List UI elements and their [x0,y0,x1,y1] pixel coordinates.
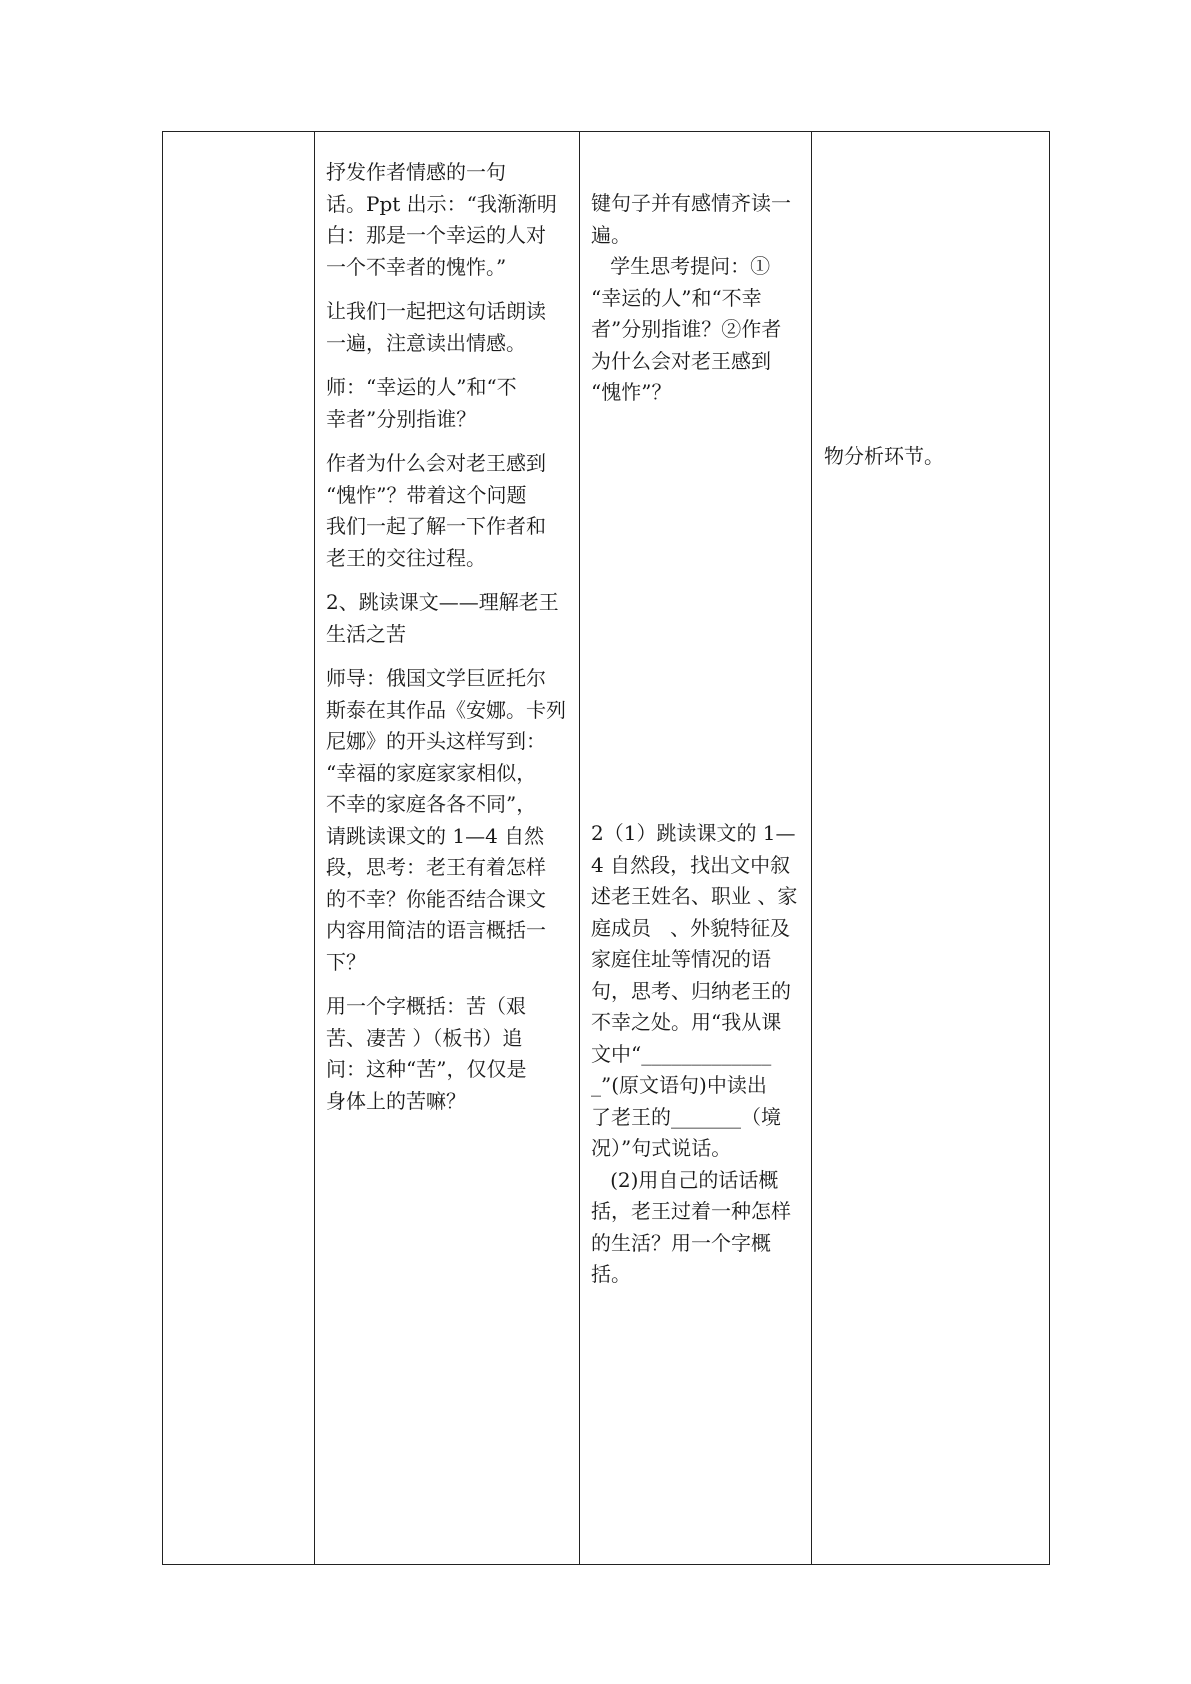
teacher-text-line: 尼娜》的开头这样写到： [326,729,546,753]
teacher-text-line: 一个不幸者的愧怍。” [326,254,507,279]
student-text-line: 4 自然段，找出文中叙 [591,852,791,877]
teacher-text-line: 苦、凄苦 ）（板书）追 [326,1025,523,1050]
student-text-line: _”(原文语句)中读出 [591,1073,767,1097]
teacher-text-line: 问：这种“苦”，仅仅是 [326,1057,527,1081]
column-divider-2 [579,132,580,1564]
teacher-text-line: 一遍，注意读出情感。 [326,330,526,355]
design-intent-text: 物分析环节。 [824,444,944,468]
student-text-line: 句，思考、归纳老王的 [591,978,791,1003]
teacher-text-line: 内容用简洁的语言概括一 [326,918,546,942]
teacher-text-line: 下？ [326,949,366,974]
teacher-text-line: 老王的交往过程。 [326,545,486,570]
student-text-line: 者”分别指谁？②作者 [591,317,782,341]
student-text-line: 述老王姓名、职业 、家 [591,884,798,908]
student-text-line: 学生思考提问：① [591,254,771,278]
teacher-text-line: 师导：俄国文学巨匠托尔 [326,666,546,690]
student-text-line: 括，老王过着一种怎样 [591,1199,791,1223]
teacher-activity-column [326,157,566,1117]
teacher-text-line: 让我们一起把这句话朗读 [326,299,546,323]
student-activity-top [591,188,791,409]
teacher-text-line: 的不幸？你能否结合课文 [326,886,546,911]
student-text-line: 2（1）跳读课文的 1— [591,821,796,845]
student-text-line: 庭成员 、外貌特征及 [591,915,791,940]
teacher-text-line: 幸者”分别指谁？ [326,406,477,431]
student-text-line: “幸运的人”和“不幸 [591,285,762,310]
student-text-line: 括。 [591,1262,631,1286]
student-text-line: 了老王的_______（境 [591,1104,781,1129]
teacher-text-line: 2、跳读课文——理解老王 [326,590,559,614]
teacher-text-line: 生活之苦 [326,621,406,646]
teacher-text-line: 不幸的家庭各各不同”， [326,792,537,816]
teacher-text-line: “愧怍”？带着这个问题 [326,482,527,507]
teacher-text-line: 作者为什么会对老王感到 [326,451,546,475]
teacher-text-line: 我们一起了解一下作者和 [326,514,546,538]
paragraph-gap [326,359,566,372]
student-text-line: 不幸之处。用“我从课 [591,1010,782,1034]
paragraph-gap [326,650,566,663]
teacher-text-line: 斯泰在其作品《安娜。卡列 [326,697,566,722]
paragraph-gap [326,435,566,448]
student-text-line: “愧怍”？ [591,380,672,404]
teacher-text-line: 段，思考：老王有着怎样 [326,855,546,879]
teacher-text-line: 用一个字概括：苦（艰 [326,994,526,1018]
column-divider-1 [314,132,315,1564]
student-text-line: 家庭住址等情况的语 [591,947,771,971]
teacher-text-line: 抒发作者情感的一句 [326,160,506,184]
design-intent-column [824,378,944,504]
column-divider-3 [811,132,812,1564]
teacher-text-line: 白：那是一个幸运的人对 [326,223,546,247]
student-text-line: (2)用自己的话话概 [591,1167,779,1192]
paragraph-gap [326,283,566,296]
student-text-line: 文中“_____________ [591,1041,772,1066]
student-text-line: 为什么会对老王感到 [591,348,771,373]
teacher-text-line: 请跳读课文的 1—4 自然 [326,823,545,848]
student-text-line: 况）”句式说话。 [591,1136,732,1160]
student-text-line: 键句子并有感情齐读一 [591,191,791,215]
paragraph-gap [326,978,566,991]
student-text-line: 的生活？用一个字概 [591,1230,771,1255]
teacher-text-line: 身体上的苦嘛？ [326,1088,466,1113]
teacher-text-line: 话。Ppt 出示：“我渐渐明 [326,191,557,216]
student-text-line: 遍。 [591,222,631,247]
paragraph-gap [326,574,566,587]
teacher-text-line: 师：“幸运的人”和“不 [326,375,517,399]
student-activity-bottom [591,818,797,1291]
teacher-text-line: “幸福的家庭家家相似， [326,760,537,785]
